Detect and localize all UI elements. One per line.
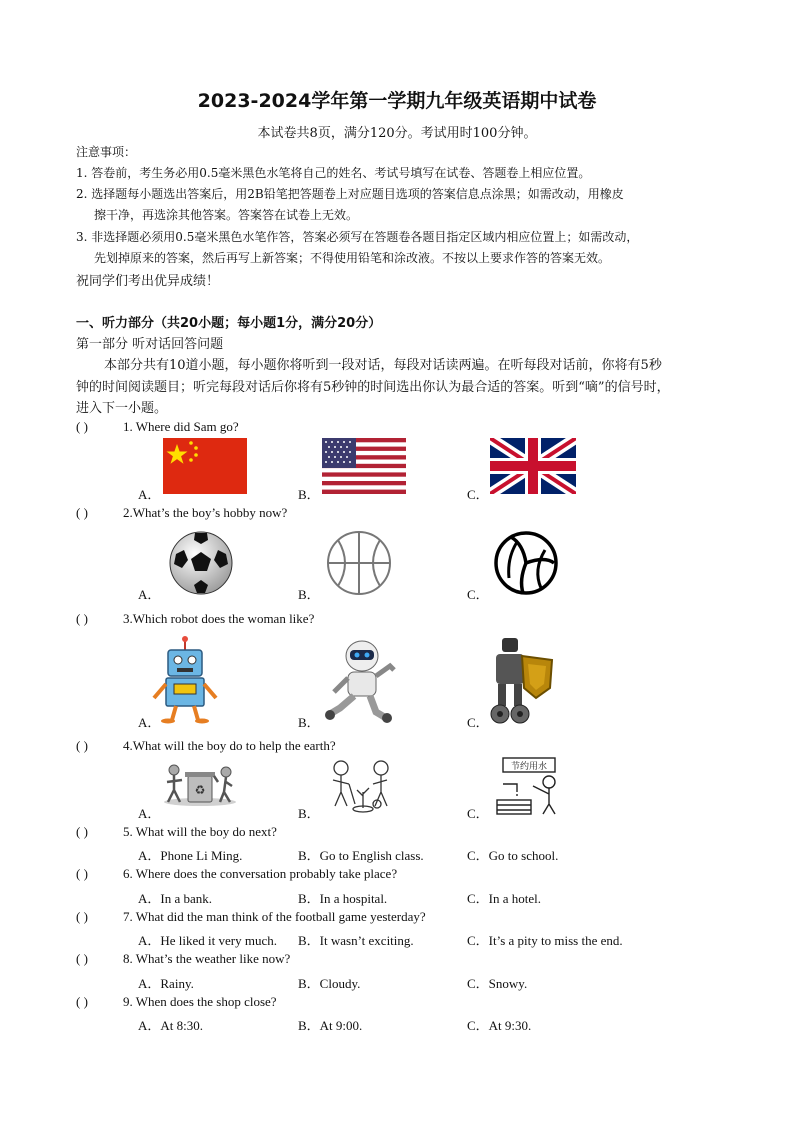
answer-blank[interactable]: ( ) [76, 951, 88, 966]
note-item: 2. 选择题每小题选出答案后，用2B铅笔把答题卷上对应题目选项的答案信息点涂黑；如需改动，用橡皮 [76, 187, 624, 201]
answer-blank[interactable]: ( ) [76, 611, 88, 626]
question-text: 3.Which robot does the woman like? [123, 611, 315, 626]
exam-info: 本试卷共8页，满分120分。考试用时100分钟。 [257, 126, 537, 141]
instruction-line: 进入下一小题。 [76, 401, 168, 416]
note-item: 1. 答卷前，考生务必用0.5毫米黑色水笔将自己的姓名、考试号填写在试卷、答题卷上相应位置。 [76, 166, 591, 180]
option-c[interactable]: C．In a hotel. [467, 891, 542, 906]
option-a[interactable]: A．Phone Li Ming. [138, 848, 243, 863]
option-b[interactable]: B． [298, 487, 320, 502]
question-text: 9. When does the shop close? [123, 994, 277, 1009]
white-robot-icon[interactable] [320, 636, 400, 724]
option-c[interactable]: C． [467, 806, 489, 821]
notes-heading: 注意事项： [76, 145, 137, 159]
option-c[interactable]: C．It’s a pity to miss the end. [467, 933, 623, 948]
answer-blank[interactable]: ( ) [76, 738, 88, 753]
note-item: 擦干净，再选涂其他答案。答案答在试卷上无效。 [94, 208, 359, 222]
option-a[interactable]: A．At 8:30. [138, 1018, 204, 1033]
answer-blank[interactable]: ( ) [76, 994, 88, 1009]
option-a[interactable]: A．He liked it very much. [138, 933, 277, 948]
soccer-ball-icon[interactable] [168, 530, 234, 596]
sign-text: 节约用水 [510, 762, 548, 772]
answer-blank[interactable]: ( ) [76, 824, 88, 839]
armored-robot-icon[interactable] [488, 634, 558, 726]
answer-blank[interactable]: ( ) [76, 909, 88, 924]
question-text: 7. What did the man think of the football game yesterday? [123, 909, 426, 924]
option-a[interactable]: A．Rainy. [138, 976, 194, 991]
question-text: 2.What’s the boy’s hobby now? [123, 505, 288, 520]
option-c[interactable]: C．Snowy. [467, 976, 528, 991]
svg-text:♻: ♻ [194, 783, 206, 797]
option-c[interactable]: C． [467, 715, 489, 730]
option-c[interactable]: C．At 9:30. [467, 1018, 532, 1033]
option-a[interactable]: A． [138, 806, 161, 821]
option-a[interactable]: A．In a bank. [138, 891, 213, 906]
option-c[interactable]: C． [467, 587, 489, 602]
option-a[interactable]: A． [138, 487, 161, 502]
volleyball-icon[interactable] [493, 530, 559, 596]
blessing: 祝同学们考出优异成绩！ [76, 274, 220, 289]
option-a[interactable]: A． [138, 715, 161, 730]
uk-flag-icon[interactable] [490, 438, 576, 494]
option-b[interactable]: B． [298, 715, 320, 730]
option-b[interactable]: B．Cloudy. [298, 976, 361, 991]
section-heading: 一、听力部分（共20小题；每小题1分，满分20分） [76, 316, 382, 331]
question-text: 4.What will the boy do to help the earth? [123, 738, 336, 753]
instruction-line: 本部分共有10道小题，每小题你将听到一段对话，每段对话读两遍。在听每段对话前，你将有5秒 [104, 358, 662, 373]
option-b[interactable]: B．In a hospital. [298, 891, 388, 906]
note-item: 先划掉原来的答案，然后再写上新答案；不得使用铅笔和涂改液。不按以上要求作答的答案无效。 [94, 251, 611, 265]
option-a[interactable]: A． [138, 587, 161, 602]
option-b[interactable]: B．At 9:00. [298, 1018, 363, 1033]
option-c[interactable]: C．Go to school. [467, 848, 559, 863]
saving-water-icon[interactable] [493, 756, 567, 816]
instruction-line: 钟的时间阅读题目；听完每段对话后你将有5秒钟的时间选出你认为最合适的答案。听到“嘀”的信号时， [76, 380, 670, 395]
question-text: 1. Where did Sam go? [123, 419, 239, 434]
basketball-icon[interactable] [326, 530, 392, 596]
planting-tree-icon[interactable] [325, 758, 399, 814]
option-b[interactable]: B．Go to English class. [298, 848, 424, 863]
option-b[interactable]: B． [298, 806, 320, 821]
china-flag-icon[interactable] [163, 438, 247, 494]
note-item: 3. 非选择题必须用0.5毫米黑色水笔作答，答案必须写在答题卷各题目指定区域内相应位置上；如需改动， [76, 230, 639, 244]
answer-blank[interactable]: ( ) [76, 505, 88, 520]
usa-flag-icon[interactable] [322, 438, 406, 494]
question-text: 8. What’s the weather like now? [123, 951, 291, 966]
question-text: 6. Where does the conversation probably take place? [123, 866, 398, 881]
recycling-icon[interactable] [162, 758, 238, 806]
answer-blank[interactable]: ( ) [76, 866, 88, 881]
part-heading: 第一部分 听对话回答问题 [76, 337, 224, 352]
option-b[interactable]: B． [298, 587, 320, 602]
page-title: 2023-2024学年第一学期九年级英语期中试卷 [197, 90, 597, 112]
blue-robot-icon[interactable] [150, 636, 220, 724]
answer-blank[interactable]: ( ) [76, 419, 88, 434]
option-b[interactable]: B．It wasn’t exciting. [298, 933, 414, 948]
option-c[interactable]: C． [467, 487, 489, 502]
question-text: 5. What will the boy do next? [123, 824, 277, 839]
